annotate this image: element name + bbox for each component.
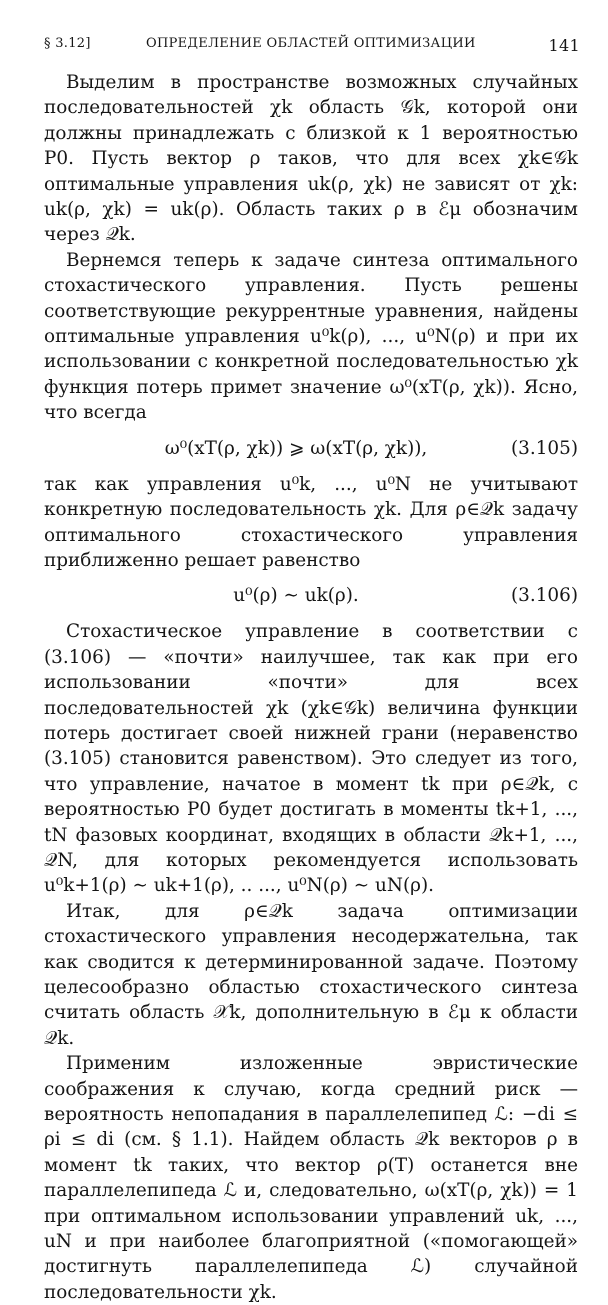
equation-number: (3.105): [511, 437, 578, 459]
equation-number: (3.106): [511, 585, 578, 607]
paragraph-5: Итак, для ρ∈𝒬k задача оптимизации стохастического управления несодержательна, так как сводится к детерминированной задаче. Поэтому целесообразно областью стохастического синтеза считать область 𝒳k, дополнительную в ℰμ к области 𝒬k.: [44, 900, 578, 1049]
page-number: 141: [548, 36, 580, 55]
page-body: [44, 70, 578, 1305]
section-reference: § 3.12]: [44, 36, 91, 51]
paragraph-4: Стохастическое управление в соответствии с (3.106) — «почти» наилучшее, так как при его использовании «почти» для всех последовательностей χk (χk∈𝒢k) величина функции потерь достигает своей нижней грани (неравенство (3.105) становится равенством). Это следует из того, что управление, начатое в момент tk при ρ∈𝒬k, с вероятностью P0 будет достигать в моменты tk+1, ..., tN фазовых координат, входящих в области 𝒬k+1, ..., 𝒬N, для которых рекомендуется использовать u⁰k+1(ρ) ∼ uk+1(ρ), .. ..., u⁰N(ρ) ∼ uN(ρ).: [44, 621, 578, 897]
equation-formula: u⁰(ρ) ∼ uk(ρ).: [233, 585, 359, 607]
equation-formula: ω⁰(xT(ρ, χk)) ⩾ ω(xT(ρ, χk)),: [164, 437, 428, 459]
equation-3-106: [44, 579, 578, 613]
equation-3-105: [44, 432, 578, 466]
running-title: ОПРЕДЕЛЕНИЕ ОБЛАСТЕЙ ОПТИМИЗАЦИИ: [146, 36, 476, 51]
paragraph-3: так как управления u⁰k, ..., u⁰N не учитывают конкретную последовательность χk. Для ρ∈𝒬k задачу оптимального стохастического управления приближенно решает равенство: [44, 473, 578, 571]
running-header: [44, 36, 580, 60]
paragraph-2: Вернемся теперь к задаче синтеза оптимального стохастического управления. Пусть решены соответствующие рекуррентные уравнения, найдены оптимальные управления u⁰k(ρ), ..., u⁰N(ρ) и при их использовании с конкретной последовательностью χk функция потерь примет значение ω⁰(xT(ρ, χk)). Ясно, что всегда: [44, 249, 578, 424]
paragraph-1: Выделим в пространстве возможных случайных последовательностей χk область 𝒢k, которой они должны принадлежать с близкой к 1 вероятностью P0. Пусть вектор ρ таков, что для всех χk∈𝒢k оптимальные управления uk(ρ, χk) не зависят от χk: uk(ρ, χk) = uk(ρ). Область таких ρ в ℰμ обозначим через 𝒬k.: [44, 72, 578, 246]
paragraph-6: Применим изложенные эвристические соображения к случаю, когда средний риск — вероятность непопадания в параллелепипед ℒ: −di ≤ ρi ≤ di (см. § 1.1). Найдем область 𝒬k векторов ρ в момент tk таких, что вектор ρ(T) останется вне параллелепипеда ℒ и, следовательно, ω(xT(ρ, χk)) = 1 при оптимальном использовании управлений uk, ..., uN и при наиболее благоприятной («помогающей» достигнуть параллелепипеда ℒ) случайной последовательности χk.: [44, 1053, 578, 1303]
